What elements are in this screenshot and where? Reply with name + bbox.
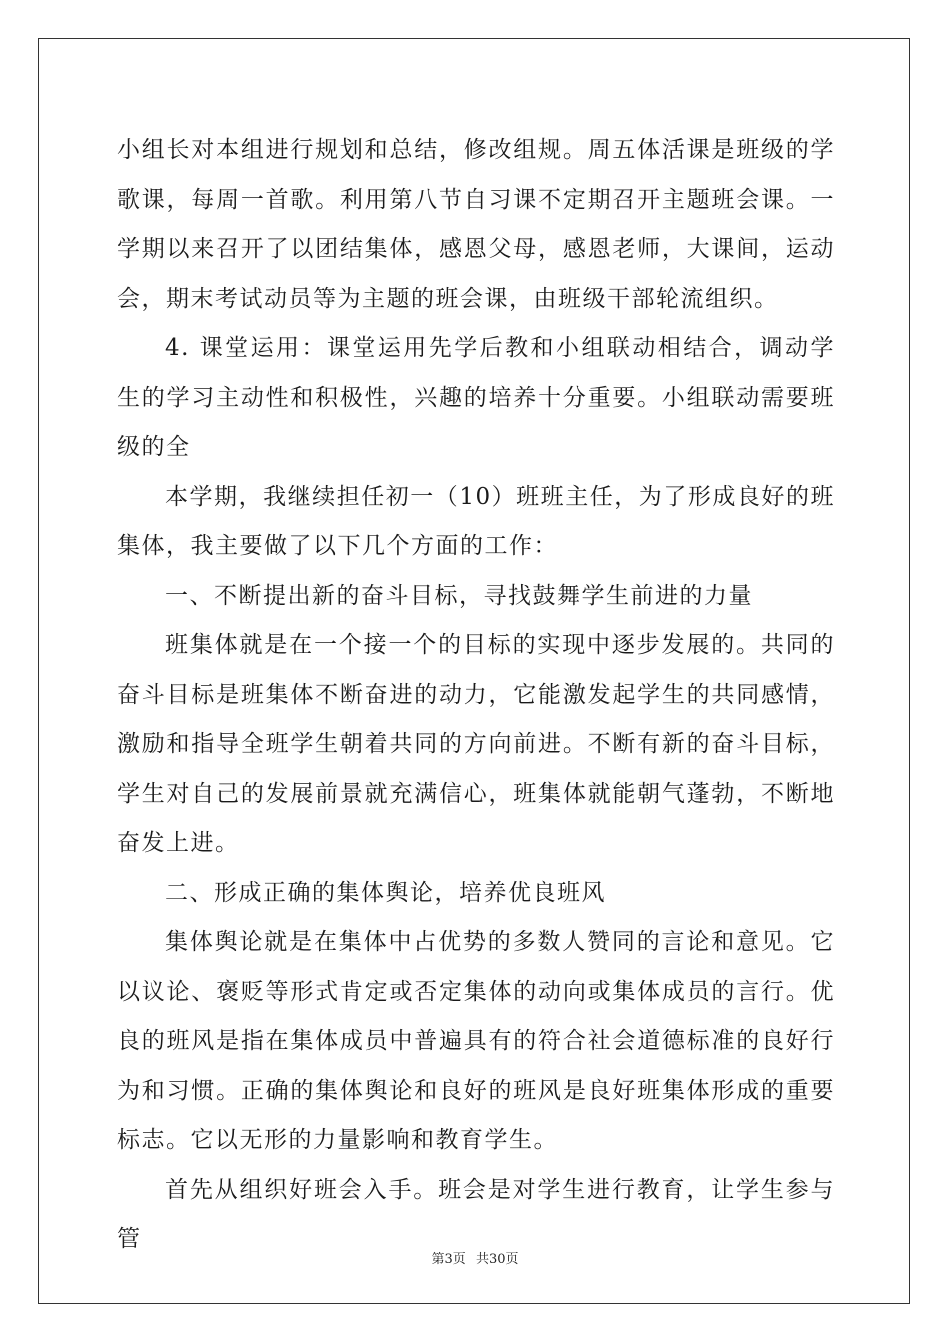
paragraph-7: 集体舆论就是在集体中占优势的多数人赞同的言论和意见。它以议论、褒贬等形式肯定或否定集体的动向或集体成员的言行。优良的班风是指在集体成员中普遍具有的符合社会道德标准的良好行为和习惯。正确的集体舆论和良好的班风是良好班集体形成的重要标志。它以无形的力量影响和教育学生。 — [117, 929, 835, 1153]
paragraph-3: 本学期，我继续担任初一（10）班班主任，为了形成良好的班集体，我主要做了以下几个方面的工作： — [117, 483, 835, 559]
paragraph-2: 4. 课堂运用：课堂运用先学后教和小组联动相结合，调动学生的学习主动性和积极性，兴趣的培养十分重要。小组联动需要班级的全 — [117, 335, 835, 460]
page-number: 第3页 — [431, 1252, 466, 1267]
paragraph-8: 首先从组织好班会入手。班会是对学生进行教育，让学生参与管 — [117, 1176, 835, 1252]
paragraph-1: 小组长对本组进行规划和总结，修改组规。周五体活课是班级的学歌课，每周一首歌。利用第八节自习课不定期召开主题班会课。一学期以来召开了以团结集体，感恩父母，感恩老师，大课间，运动会，期末考试动员等为主题的班会课，由班级干部轮流组织。 — [117, 137, 835, 312]
document-body — [117, 126, 835, 1265]
section-heading-1: 一、不断提出新的奋斗目标，寻找鼓舞学生前进的力量 — [165, 582, 753, 609]
page-footer — [0, 1248, 950, 1267]
section-heading-2: 二、形成正确的集体舆论，培养优良班风 — [165, 879, 606, 906]
paragraph-5: 班集体就是在一个接一个的目标的实现中逐步发展的。共同的奋斗目标是班集体不断奋进的动力，它能激发起学生的共同感情，激励和指导全班学生朝着共同的方向前进。不断有新的奋斗目标，学生对自己的发展前景就充满信心，班集体就能朝气蓬勃，不断地奋发上进。 — [117, 632, 835, 856]
page-total: 共30页 — [475, 1252, 519, 1267]
